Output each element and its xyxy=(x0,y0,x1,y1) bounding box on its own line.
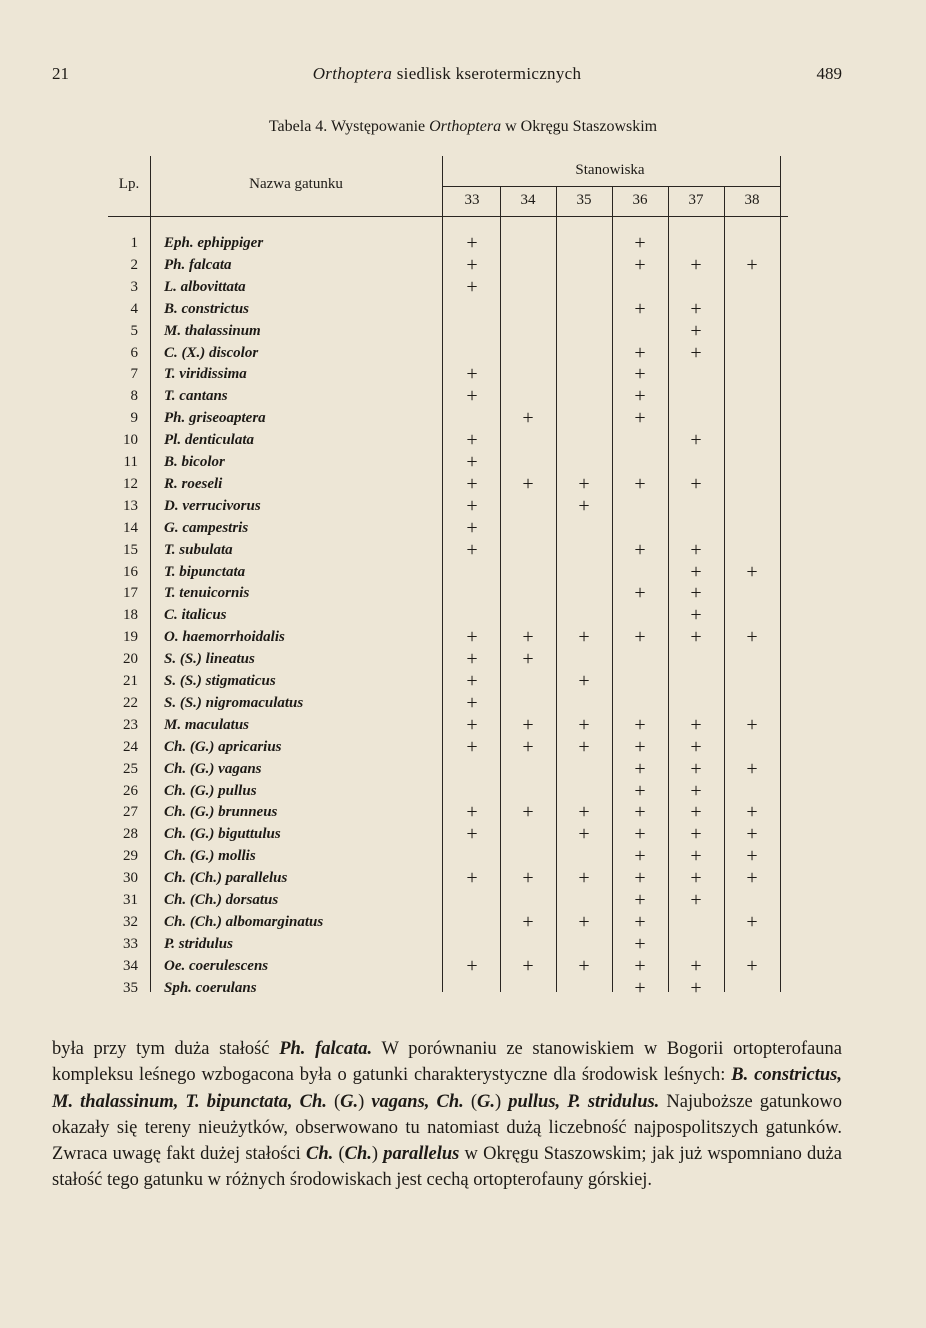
table-row xyxy=(108,976,788,1002)
presence-mark-site-37: + xyxy=(690,538,702,561)
italic-species-ref: pullus, P. stridulus. xyxy=(508,1091,660,1112)
species-name: Ch. (Ch.) albomarginatus xyxy=(164,913,324,930)
paragraph-text: ) xyxy=(494,1091,509,1112)
presence-mark-site-38: + xyxy=(746,954,758,977)
italic-species-ref: Ph. falcata. xyxy=(279,1039,373,1059)
paragraph-text: ) xyxy=(371,1144,384,1165)
species-name: S. (S.) lineatus xyxy=(164,651,255,668)
species-name: S. (S.) nigromaculatus xyxy=(164,694,304,711)
presence-mark-site-34: + xyxy=(522,648,534,671)
presence-mark-site-38: + xyxy=(746,910,758,933)
presence-mark-site-34: + xyxy=(522,910,534,933)
running-head xyxy=(52,64,842,86)
presence-mark-site-33: + xyxy=(466,626,478,649)
row-number: 21 xyxy=(123,673,138,689)
presence-mark-site-36: + xyxy=(634,363,646,386)
presence-mark-site-33: + xyxy=(466,867,478,890)
presence-mark-site-37: + xyxy=(690,757,702,780)
row-number: 5 xyxy=(130,322,138,339)
presence-mark-site-33: + xyxy=(466,494,478,517)
presence-mark-site-33: + xyxy=(466,735,478,758)
presence-mark-site-36: + xyxy=(634,253,646,276)
presence-mark-site-34: + xyxy=(522,801,534,824)
species-name: G. campestris xyxy=(164,519,249,536)
species-name: T. viridissima xyxy=(164,366,247,383)
presence-mark-site-34: + xyxy=(522,626,534,649)
italic-species-ref: G. xyxy=(476,1091,495,1112)
presence-mark-site-37: + xyxy=(690,801,702,824)
row-number: 19 xyxy=(123,629,138,646)
presence-mark-site-35: + xyxy=(578,801,590,824)
presence-mark-site-35: + xyxy=(578,670,590,692)
paragraph-text: W porównaniu ze stanowiskiem w Bogorii ortopterofauna kompleksu leśnego wzbogacona była o gatunki charakterystyczne dla środowisk leśnych: xyxy=(52,1039,842,1086)
row-number: 1 xyxy=(130,235,138,251)
row-number: 28 xyxy=(123,826,138,843)
presence-mark-site-37: + xyxy=(690,582,702,605)
presence-mark-site-34: + xyxy=(522,735,534,758)
presence-mark-site-37: + xyxy=(690,867,702,890)
row-number: 7 xyxy=(130,366,138,383)
row-number: 8 xyxy=(130,388,138,405)
running-title xyxy=(52,64,842,84)
table-caption xyxy=(0,118,926,136)
row-number: 29 xyxy=(123,848,138,865)
species-name: Sph. coerulans xyxy=(164,979,257,996)
species-name: Ph. griseoaptera xyxy=(164,410,266,427)
italic-species-ref: Ch. xyxy=(306,1144,334,1165)
presence-mark-site-33: + xyxy=(466,670,478,692)
presence-mark-site-37: + xyxy=(690,429,702,452)
row-number: 22 xyxy=(123,694,138,711)
presence-mark-site-38: + xyxy=(746,845,758,868)
presence-mark-site-33: + xyxy=(466,648,478,671)
paragraph-text: Najuboższe gatunkowo okazały się tereny nieużytków, obserwowano tu natomiast dużą liczebność najpospolitszych gatunków. Zwraca uwagę fakt dużej stałości xyxy=(52,1091,842,1165)
table-row xyxy=(108,385,788,410)
species-name: Pl. denticulata xyxy=(164,432,254,449)
header-site-38: 38 xyxy=(744,192,760,208)
species-name: T. subulata xyxy=(164,541,233,558)
presence-mark-site-33: + xyxy=(466,538,478,561)
species-name: O. haemorrhoidalis xyxy=(164,629,285,646)
presence-mark-site-36: + xyxy=(634,889,646,911)
row-number: 23 xyxy=(123,716,138,733)
presence-mark-site-33: + xyxy=(466,713,478,736)
row-number: 15 xyxy=(123,541,138,558)
presence-mark-site-34: + xyxy=(522,954,534,977)
species-name: Ch. (G.) apricarius xyxy=(164,738,282,755)
presence-mark-site-34: + xyxy=(522,713,534,736)
table-row xyxy=(108,910,788,936)
presence-mark-site-37: + xyxy=(690,319,702,342)
page-number: 489 xyxy=(816,64,842,83)
presence-mark-site-36: + xyxy=(634,713,646,736)
presence-mark-site-33: + xyxy=(466,516,478,539)
row-number: 3 xyxy=(130,278,138,295)
row-number: 11 xyxy=(123,454,138,470)
presence-mark-site-36: + xyxy=(634,472,646,495)
presence-mark-site-35: + xyxy=(578,713,590,736)
presence-mark-site-34: + xyxy=(522,472,534,495)
presence-mark-site-36: + xyxy=(634,932,646,955)
paragraph-text: ) xyxy=(358,1091,372,1112)
header-species-name: Nazwa gatunku xyxy=(249,176,343,192)
species-name: C. (X.) discolor xyxy=(164,344,259,361)
presence-mark-site-38: + xyxy=(746,801,758,824)
running-title-rest: siedlisk kserotermicznych xyxy=(392,64,582,83)
presence-mark-site-35: + xyxy=(578,494,590,517)
presence-mark-site-36: + xyxy=(634,341,646,364)
presence-mark-site-36: + xyxy=(634,538,646,561)
presence-mark-site-37: + xyxy=(690,472,702,495)
presence-mark-site-37: + xyxy=(690,954,702,977)
species-name: B. bicolor xyxy=(164,454,225,470)
species-name: Ch. (G.) vagans xyxy=(164,760,262,777)
species-name: T. tenuicornis xyxy=(164,585,250,602)
species-name: M. maculatus xyxy=(164,716,250,733)
presence-mark-site-38: + xyxy=(746,823,758,846)
row-number: 25 xyxy=(123,760,138,777)
presence-mark-site-36: + xyxy=(634,779,646,802)
presence-mark-site-37: + xyxy=(690,889,702,911)
species-name: P. stridulus xyxy=(164,935,233,952)
presence-mark-site-36: + xyxy=(634,757,646,780)
presence-mark-site-38: + xyxy=(746,626,758,649)
species-name: Ch. (G.) brunneus xyxy=(164,804,278,821)
italic-species-ref: Ch. xyxy=(344,1144,372,1165)
row-number: 9 xyxy=(130,410,138,427)
header-site-35: 35 xyxy=(576,192,592,208)
presence-mark-site-37: + xyxy=(690,845,702,868)
species-name: T. cantans xyxy=(164,388,228,405)
header-site-33: 33 xyxy=(464,192,480,208)
presence-mark-site-36: + xyxy=(634,626,646,649)
header-site-34: 34 xyxy=(520,192,536,208)
presence-mark-site-33: + xyxy=(466,451,478,473)
row-number: 27 xyxy=(123,804,138,821)
row-number: 30 xyxy=(123,870,138,887)
presence-mark-site-36: + xyxy=(634,735,646,758)
presence-mark-site-33: + xyxy=(466,801,478,824)
row-number: 35 xyxy=(123,979,138,996)
row-number: 2 xyxy=(130,256,138,273)
presence-mark-site-38: + xyxy=(746,757,758,780)
presence-mark-site-33: + xyxy=(466,823,478,846)
header-site-37: 37 xyxy=(688,192,704,208)
species-name: M. thalassinum xyxy=(164,322,261,339)
presence-mark-site-34: + xyxy=(522,407,534,430)
species-name: Eph. ephippiger xyxy=(164,235,264,251)
running-title-italic: Orthoptera xyxy=(312,64,393,83)
presence-mark-site-36: + xyxy=(634,867,646,890)
presence-mark-site-37: + xyxy=(690,560,702,583)
row-number: 18 xyxy=(123,607,138,624)
presence-mark-site-36: + xyxy=(634,976,646,999)
species-name: R. roeseli xyxy=(164,475,223,492)
presence-mark-site-35: + xyxy=(578,910,590,933)
presence-mark-site-36: + xyxy=(634,232,646,254)
body-paragraph xyxy=(52,1036,842,1194)
italic-species-ref: parallelus xyxy=(383,1144,460,1165)
presence-mark-site-33: + xyxy=(466,429,478,452)
presence-mark-site-36: + xyxy=(634,407,646,430)
header-lp: Lp. xyxy=(118,176,140,192)
presence-mark-site-35: + xyxy=(578,867,590,890)
row-number: 12 xyxy=(123,475,138,492)
row-number: 24 xyxy=(123,738,138,755)
row-number: 31 xyxy=(123,892,138,908)
presence-mark-site-37: + xyxy=(690,713,702,736)
table-row xyxy=(108,889,788,914)
row-number: 6 xyxy=(130,344,138,361)
species-name: D. verrucivorus xyxy=(164,497,261,514)
presence-mark-site-35: + xyxy=(578,626,590,649)
presence-mark-site-38: + xyxy=(746,560,758,583)
species-name: Oe. coerulescens xyxy=(164,957,269,974)
paragraph-text: ( xyxy=(333,1144,345,1165)
presence-mark-site-35: + xyxy=(578,735,590,758)
rule-under-sites-group xyxy=(442,186,780,187)
species-name: Ch. (G.) pullus xyxy=(164,782,257,799)
presence-mark-site-36: + xyxy=(634,823,646,846)
presence-mark-site-36: + xyxy=(634,582,646,605)
presence-mark-site-36: + xyxy=(634,954,646,977)
caption-prefix: Tabela 4. Występowanie xyxy=(268,118,430,135)
species-table xyxy=(108,156,788,999)
presence-mark-site-36: + xyxy=(634,297,646,320)
paragraph-text: była przy tym duża stałość xyxy=(52,1039,280,1059)
italic-species-ref: vagans, Ch. xyxy=(371,1091,464,1112)
row-number: 34 xyxy=(123,957,138,974)
presence-mark-site-35: + xyxy=(578,954,590,977)
italic-species-ref: G. xyxy=(340,1091,359,1112)
presence-mark-site-33: + xyxy=(466,954,478,977)
presence-mark-site-38: + xyxy=(746,867,758,890)
species-name: Ch. (G.) biguttulus xyxy=(164,826,281,843)
row-number: 14 xyxy=(123,519,138,536)
rule-under-header xyxy=(108,216,788,217)
row-number: 17 xyxy=(123,585,138,602)
presence-mark-site-36: + xyxy=(634,845,646,868)
species-name: S. (S.) stigmaticus xyxy=(164,673,276,689)
header-site-36: 36 xyxy=(632,192,648,208)
presence-mark-site-37: + xyxy=(690,297,702,320)
presence-mark-site-37: + xyxy=(690,823,702,846)
presence-mark-site-33: + xyxy=(466,472,478,495)
presence-mark-site-33: + xyxy=(466,253,478,276)
presence-mark-site-37: + xyxy=(690,779,702,802)
presence-mark-site-38: + xyxy=(746,253,758,276)
row-number: 16 xyxy=(123,563,138,580)
row-number: 10 xyxy=(123,432,138,449)
presence-mark-site-38: + xyxy=(746,713,758,736)
row-number: 4 xyxy=(130,300,138,317)
presence-mark-site-36: + xyxy=(634,801,646,824)
caption-italic: Orthoptera xyxy=(429,118,502,135)
species-name: C. italicus xyxy=(164,607,227,624)
species-name: Ch. (Ch.) parallelus xyxy=(164,870,288,887)
species-name: B. constrictus xyxy=(164,300,250,317)
species-name: L. albovittata xyxy=(164,278,246,295)
row-number: 33 xyxy=(123,935,138,952)
row-number: 13 xyxy=(123,497,138,514)
species-name: T. bipunctata xyxy=(164,563,246,580)
species-name: Ph. falcata xyxy=(164,256,232,273)
presence-mark-site-33: + xyxy=(466,275,478,298)
presence-mark-site-36: + xyxy=(634,910,646,933)
presence-mark-site-35: + xyxy=(578,472,590,495)
presence-mark-site-33: + xyxy=(466,691,478,714)
species-name: Ch. (G.) mollis xyxy=(164,848,256,865)
presence-mark-site-33: + xyxy=(466,232,478,254)
presence-mark-site-37: + xyxy=(690,604,702,627)
presence-mark-site-37: + xyxy=(690,253,702,276)
presence-mark-site-33: + xyxy=(466,385,478,408)
presence-mark-site-34: + xyxy=(522,867,534,890)
presence-mark-site-37: + xyxy=(690,341,702,364)
paragraph-text: w Okręgu Staszowskim; jak już wspomniano duża stałość tego gatunku w różnych środowiskach jest cechą ortopterofauny górskiej. xyxy=(52,1144,842,1191)
page-section-number: 21 xyxy=(52,64,69,83)
italic-species-ref: B. constrictus, M. thalassinum, T. bipunctata, Ch. xyxy=(52,1065,843,1112)
presence-mark-site-35: + xyxy=(578,823,590,846)
caption-suffix: w Okręgu Staszowskim xyxy=(501,118,658,135)
row-number: 32 xyxy=(123,913,138,930)
row-number: 20 xyxy=(123,651,138,668)
species-name: Ch. (Ch.) dorsatus xyxy=(164,892,279,908)
presence-mark-site-37: + xyxy=(690,735,702,758)
presence-mark-site-36: + xyxy=(634,385,646,408)
presence-mark-site-33: + xyxy=(466,363,478,386)
presence-mark-site-37: + xyxy=(690,626,702,649)
header-sites-group: Stanowiska xyxy=(575,162,645,178)
paragraph-text: ( xyxy=(463,1091,477,1112)
paragraph-text: ( xyxy=(326,1091,341,1112)
row-number: 26 xyxy=(123,782,138,799)
presence-mark-site-37: + xyxy=(690,976,702,999)
